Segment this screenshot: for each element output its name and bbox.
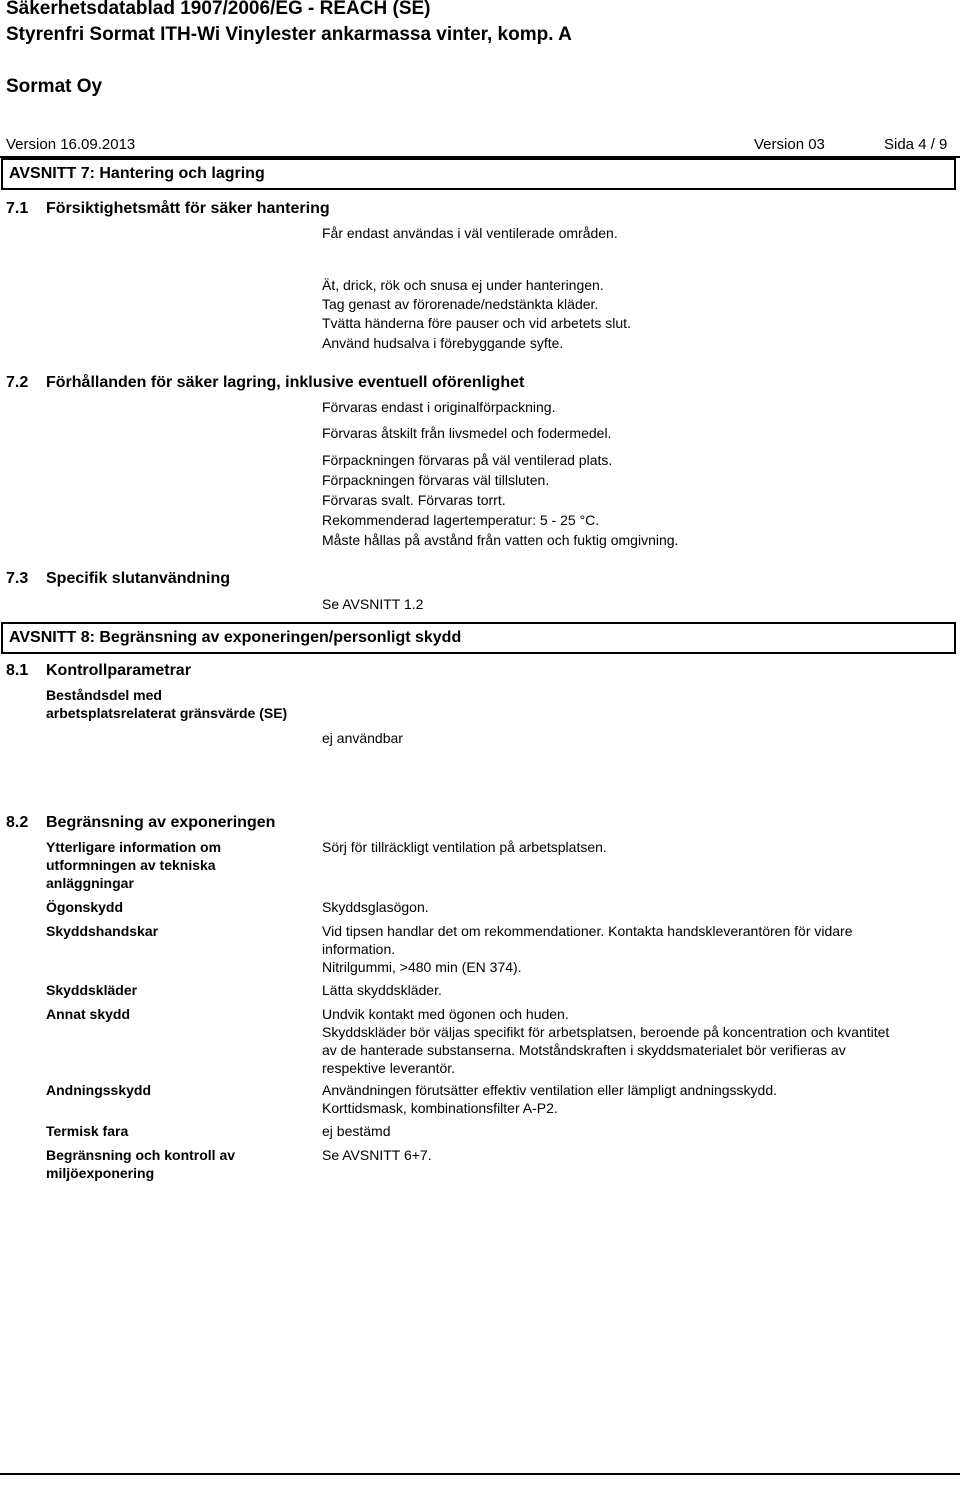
document-title: Säkerhetsdatablad 1907/2006/EG - REACH (SE) — [6, 0, 431, 19]
tech-label-2: utformningen av tekniska — [46, 857, 216, 873]
limit-value-label-1: Beståndsdel med — [46, 687, 162, 703]
section-8-heading — [1, 622, 956, 654]
body-protection-value: Lätta skyddskläder. — [322, 982, 442, 998]
tech-value: Sörj för tillräckligt ventilation på arbetsplatsen. — [322, 839, 607, 855]
limit-value-text: ej användbar — [322, 730, 403, 746]
subsection-title: Försiktighetsmått för säker hantering — [46, 200, 330, 217]
storage-text-6: Rekommenderad lagertemperatur: 5 - 25 °C. — [322, 512, 600, 528]
handling-text-3: Tag genast av förorenade/nedstänkta kläder. — [322, 296, 599, 312]
subsection-number: 7.1 — [6, 200, 29, 217]
limit-value-label-2: arbetsplatsrelaterat gränsvärde (SE) — [46, 705, 288, 721]
hand-protection-label: Skyddshandskar — [46, 923, 159, 939]
section-7-title: AVSNITT 7: Hantering och lagring — [9, 165, 265, 182]
eye-protection-value: Skyddsglasögon. — [322, 899, 429, 915]
end-use-text: Se AVSNITT 1.2 — [322, 596, 424, 612]
section-7-heading — [1, 158, 956, 190]
storage-text-4: Förpackningen förvaras väl tillsluten. — [322, 472, 550, 488]
handling-text-2: Ät, drick, rök och snusa ej under hanteringen. — [322, 277, 604, 293]
eye-protection-label: Ögonskydd — [46, 899, 124, 915]
thermal-hazard-label: Termisk fara — [46, 1123, 129, 1139]
other-protection-value-2: Skyddskläder bör väljas specifikt för arbetsplatsen, beroende på koncentration och kvantitet — [322, 1024, 890, 1040]
subsection-number: 8.2 — [6, 814, 29, 831]
other-protection-value-4: respektive leverantör. — [322, 1060, 456, 1076]
other-protection-label: Annat skydd — [46, 1006, 131, 1022]
handling-text-1: Får endast användas i väl ventilerade områden. — [322, 225, 618, 241]
environment-label-2: miljöexponering — [46, 1165, 155, 1181]
hand-protection-value-2: information. — [322, 941, 396, 957]
other-protection-value-1: Undvik kontakt med ögonen och huden. — [322, 1006, 569, 1022]
version-number: Version 03 — [754, 136, 825, 153]
storage-text-3: Förpackningen förvaras på väl ventilerad plats. — [322, 452, 613, 468]
subsection-title: Specifik slutanvändning — [46, 570, 231, 587]
subsection-7-2-heading — [6, 374, 524, 392]
environment-value: Se AVSNITT 6+7. — [322, 1147, 432, 1163]
subsection-8-2-heading — [6, 814, 275, 832]
subsection-number: 7.3 — [6, 570, 29, 587]
respiratory-protection-value-1: Användningen förutsätter effektiv ventilation eller lämpligt andningsskydd. — [322, 1082, 778, 1098]
subsection-number: 8.1 — [6, 662, 29, 679]
subsection-number: 7.2 — [6, 374, 29, 391]
subsection-title: Förhållanden för säker lagring, inklusive eventuell oförenlighet — [46, 374, 525, 391]
handling-text-5: Använd hudsalva i förebyggande syfte. — [322, 335, 564, 351]
subsection-title: Begränsning av exponeringen — [46, 814, 276, 831]
section-8-title: AVSNITT 8: Begränsning av exponeringen/personligt skydd — [9, 629, 462, 646]
hand-protection-value-3: Nitrilgummi, >480 min (EN 374). — [322, 959, 522, 975]
subsection-7-3-heading — [6, 570, 230, 588]
page-number: Sida 4 / 9 — [884, 136, 948, 153]
company-name: Sormat Oy — [6, 76, 103, 97]
subsection-8-1-heading — [6, 662, 191, 680]
thermal-hazard-value: ej bestämd — [322, 1123, 391, 1139]
footer-divider — [0, 1473, 960, 1475]
storage-text-5: Förvaras svalt. Förvaras torrt. — [322, 492, 506, 508]
version-date: Version 16.09.2013 — [6, 136, 136, 153]
respiratory-protection-label: Andningsskydd — [46, 1082, 152, 1098]
body-protection-label: Skyddskläder — [46, 982, 138, 998]
hand-protection-value-1: Vid tipsen handlar det om rekommendationer. Kontakta handskleverantören för vidare — [322, 923, 853, 939]
respiratory-protection-value-2: Korttidsmask, kombinationsfilter A-P2. — [322, 1100, 558, 1116]
subsection-title: Kontrollparametrar — [46, 662, 191, 679]
environment-label-1: Begränsning och kontroll av — [46, 1147, 236, 1163]
product-name: Styrenfri Sormat ITH-Wi Vinylester ankarmassa vinter, komp. A — [6, 24, 572, 45]
tech-label-1: Ytterligare information om — [46, 839, 222, 855]
other-protection-value-3: av de hanterade substanserna. Motståndskraften i skyddsmaterialet bör verifieras av — [322, 1042, 846, 1058]
tech-label-3: anläggningar — [46, 875, 134, 891]
storage-text-7: Måste hållas på avstånd från vatten och fuktig omgivning. — [322, 532, 679, 548]
storage-text-2: Förvaras åtskilt från livsmedel och fodermedel. — [322, 425, 612, 441]
handling-text-4: Tvätta händerna före pauser och vid arbetets slut. — [322, 315, 631, 331]
subsection-7-1-heading — [6, 200, 330, 218]
storage-text-1: Förvaras endast i originalförpackning. — [322, 399, 556, 415]
